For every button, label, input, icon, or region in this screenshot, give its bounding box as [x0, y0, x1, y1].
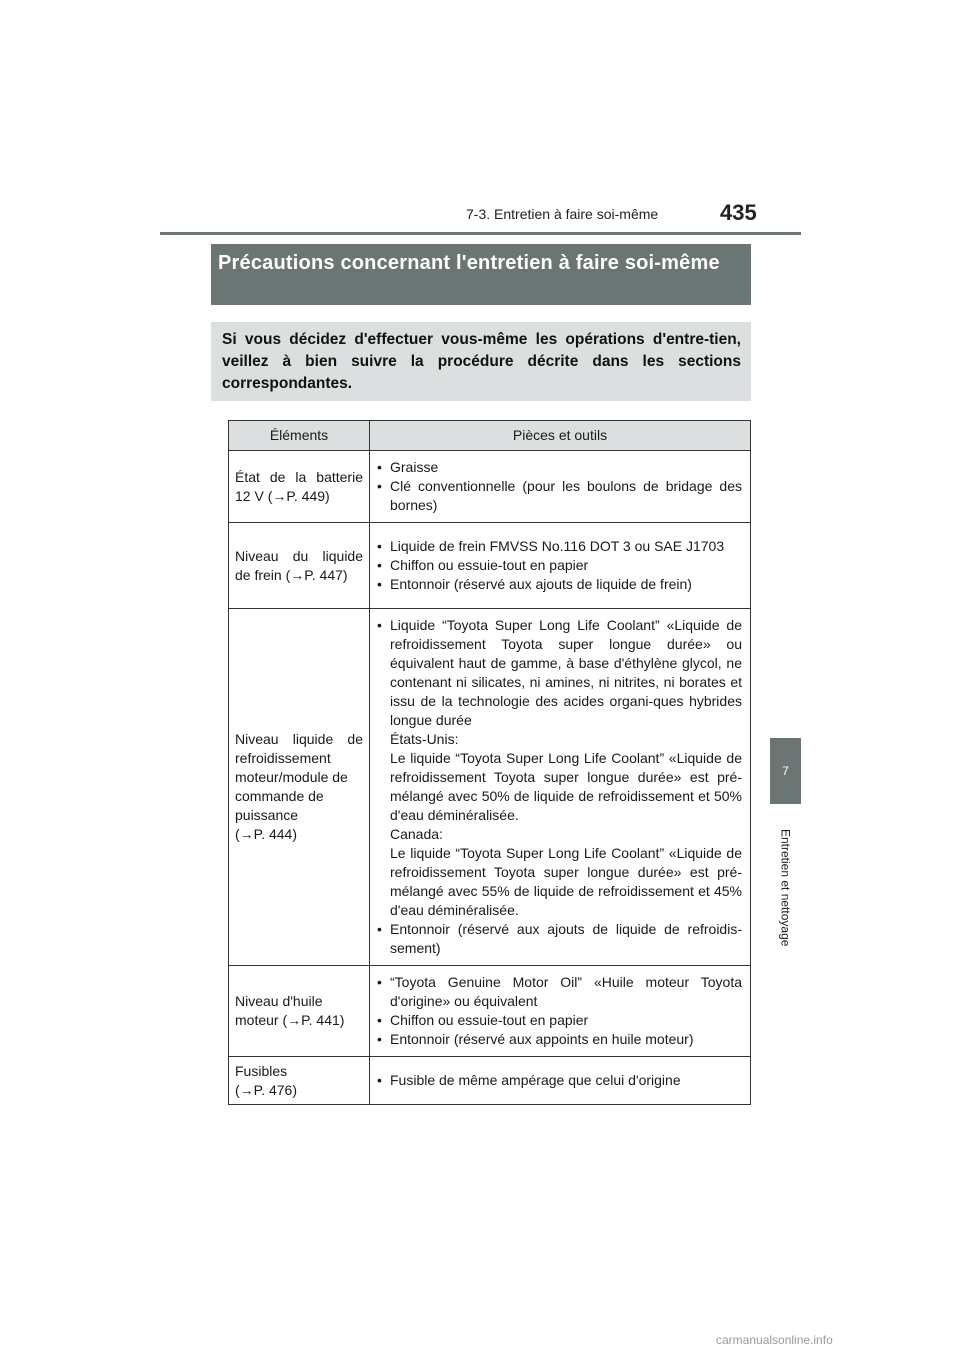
chapter-number: 7 [782, 764, 789, 778]
intro-text: Si vous décidez d'effectuer vous-même les opérations d'entre-tien, veillez à bien suivre la procédure décrite dans les sections correspondantes. [211, 322, 751, 401]
tools-cell [370, 966, 751, 1057]
table-header-row [229, 421, 751, 451]
maintenance-table [228, 420, 751, 1105]
item-cell [229, 609, 370, 966]
column-header-items: Éléments [229, 421, 370, 451]
chapter-label [770, 810, 801, 965]
list-item: • Chiffon ou essuie-tout en papier [376, 556, 742, 575]
item-line: Niveau d'huile [235, 993, 323, 1009]
item-line: État de la batterie [235, 468, 363, 485]
list-item: • Clé conventionnelle (pour les boulons de bridage des bornes) [376, 477, 742, 515]
item-cell [229, 1057, 370, 1105]
table-row [229, 451, 751, 523]
tools-cell [370, 523, 751, 609]
table-row [229, 609, 751, 966]
region-label-canada: Canada: [390, 826, 443, 842]
column-header-tools: Pièces et outils [370, 421, 751, 451]
chapter-title: Entretien et nettoyage [778, 828, 793, 947]
list-item: • Fusible de même ampérage que celui d'origine [376, 1071, 742, 1090]
list-item: • Entonnoir (réservé aux appoints en huile moteur) [376, 1030, 742, 1049]
list-item: • Entonnoir (réservé aux ajouts de liquide de refroidis-sement) [376, 920, 742, 958]
section-header: 7-3. Entretien à faire soi-même [466, 206, 659, 222]
tools-cell [370, 1057, 751, 1105]
table-row [229, 523, 751, 609]
tools-cell [370, 609, 751, 966]
list-item: • Entonnoir (réservé aux ajouts de liquide de frein) [376, 575, 742, 594]
section-title: Précautions concernant l'entretien à faire soi-même [211, 244, 751, 305]
list-item [376, 616, 742, 920]
coolant-spec: • Liquide “Toyota Super Long Life Coolant” «Liquide de refroidissement Toyota super longue durée» ou équivalent haut de gamme, à base d'éthylène glycol, ne contenant ni silicates, ni amines, ni nitrites, ni borates et issu de la technologie des acides organi-ques hybrides longue durée [390, 617, 742, 728]
page-number: 435 [720, 200, 757, 225]
item-page-ref[interactable]: (→P. 444) [235, 826, 297, 842]
table-row [229, 1057, 751, 1105]
region-label-us: États-Unis: [390, 731, 459, 747]
table-row [229, 966, 751, 1057]
region-text-canada: Le liquide “Toyota Super Long Life Coolant” «Liquide de refroidissement Toyota super longue durée» est pré-mélangé avec 55% de liquide de refroidissement et 45% d'eau déminéralisée. [390, 845, 742, 918]
item-line: moteur/module de [235, 769, 348, 785]
item-line: commande de [235, 788, 324, 804]
header-divider [160, 232, 801, 235]
item-page-ref[interactable]: de frein (→P. 447) [235, 566, 348, 583]
item-page-ref[interactable]: (→P. 476) [235, 1081, 297, 1098]
item-cell [229, 523, 370, 609]
item-line: Niveau du liquide [235, 547, 363, 564]
item-line: Fusibles [235, 1062, 288, 1079]
item-cell [229, 966, 370, 1057]
list-item: • Liquide de frein FMVSS No.116 DOT 3 ou SAE J1703 [376, 537, 742, 556]
item-line: puissance [235, 807, 299, 823]
tools-cell [370, 451, 751, 523]
watermark: carmanualsonline.info [716, 1333, 833, 1347]
item-page-ref[interactable]: moteur (→P. 441) [235, 1012, 345, 1028]
item-line: Niveau liquide de [235, 731, 363, 747]
item-page-ref[interactable]: 12 V (→P. 449) [235, 487, 330, 504]
region-text-us: Le liquide “Toyota Super Long Life Coolant” «Liquide de refroidissement Toyota super longue durée» est pré-mélangé avec 50% de liquide de refroidissement et 50% d'eau déminéralisée. [390, 750, 742, 823]
item-cell [229, 451, 370, 523]
item-line: refroidissement [235, 750, 331, 766]
list-item: • Chiffon ou essuie-tout en papier [376, 1011, 742, 1030]
list-item: • Graisse [376, 458, 742, 477]
chapter-tab[interactable] [770, 738, 801, 804]
list-item: • “Toyota Genuine Motor Oil” «Huile moteur Toyota d'origine» ou équivalent [376, 973, 742, 1011]
